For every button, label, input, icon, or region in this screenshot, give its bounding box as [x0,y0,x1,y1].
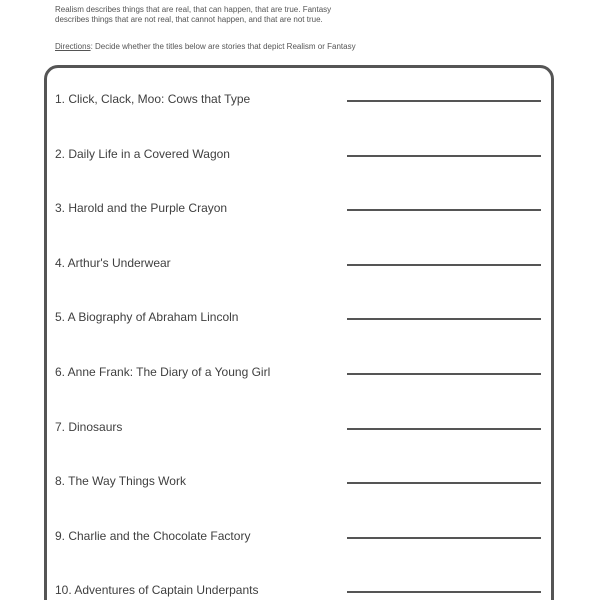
intro-line-1: Realism describes things that are real, that can happen, that are true. Fantasy [55,5,332,14]
list-item [55,528,555,548]
answer-line[interactable] [347,264,541,266]
item-title: 7. Dinosaurs [55,420,123,434]
intro-line-2: describes things that are not real, that cannot happen, and that are not true. [55,15,323,24]
list-item [55,582,555,600]
answer-line[interactable] [347,209,541,211]
list-item [55,255,555,275]
list-item [55,419,555,439]
answer-line[interactable] [347,537,541,539]
item-title: 4. Arthur's Underwear [55,256,171,270]
item-title: 3. Harold and the Purple Crayon [55,201,228,215]
item-title: 9. Charlie and the Chocolate Factory [55,529,251,543]
list-item [55,473,555,493]
answer-line[interactable] [347,482,541,484]
answer-line[interactable] [347,428,541,430]
answer-line[interactable] [347,373,541,375]
item-title: 5. A Biography of Abraham Lincoln [55,310,239,324]
answer-line[interactable] [347,155,541,157]
answer-line[interactable] [347,318,541,320]
item-title: 10. Adventures of Captain Underpants [55,583,259,597]
answer-line[interactable] [347,591,541,593]
item-title: 2. Daily Life in a Covered Wagon [55,147,230,161]
directions [55,42,555,52]
item-title: 6. Anne Frank: The Diary of a Young Girl [55,365,271,379]
item-title: 8. The Way Things Work [55,474,186,488]
directions-text: : Decide whether the titles below are stories that depict Realism or Fantasy [90,42,356,51]
list-item [55,91,555,111]
list-item [55,200,555,220]
list-item [55,364,555,384]
directions-label: Directions [55,42,91,51]
item-title: 1. Click, Clack, Moo: Cows that Type [55,92,251,106]
answer-line[interactable] [347,100,541,102]
list-item [55,146,555,166]
list-item [55,309,555,329]
intro-paragraph [55,5,555,25]
